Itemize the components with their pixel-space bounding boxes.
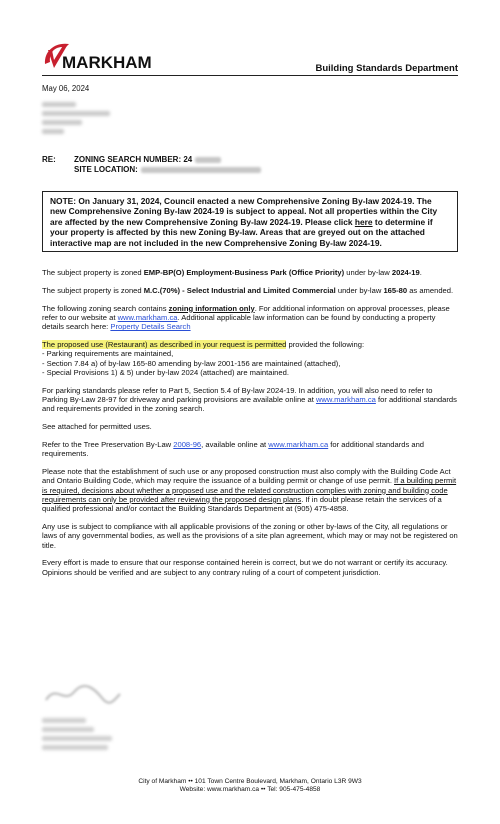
building-code-paragraph: Please note that the establishment of such use or any proposed construction must also comply with the Building Code Act and Ontario Building Code, which may require the issuance of a building permit or change of use permit. If a building permit is required, decisions about whether a proposed use and the related construction complies with zoning and building code requirements can only be provided after reviewing the proposed design plans. If in doubt please retain the services of a qualified professional and/or contact the Building Standards Department at (905) 475-4858. <box>42 466 457 514</box>
department-title: Building Standards Department <box>315 63 458 74</box>
markham-website-link[interactable]: www.markham.ca <box>315 394 376 404</box>
permitted-use-paragraph: The proposed use (Restaurant) as described in your request is permitted provided the following: - Parking requirements are maintained, - Section 7.84 a) of by-law 165-80 amending by-law 2001-156 are maintained (attached), - Special Provisions 1) & 5) under by-law 2024 (attached) are maintained. <box>42 339 365 377</box>
letter-footer <box>0 778 500 794</box>
zoning-paragraph-1: The subject property is zoned EMP-BP(O) Employment-Business Park (Office Priority) under by-law 2024-19. <box>42 268 422 277</box>
parking-paragraph: For parking standards please refer to Part 5, Section 5.4 of By-law 2024-19. In addition, you will also need to refer to Parking By-Law 28-97 for driveway and parking provisions are available online at www.markham.ca for additional standards and requirements provided in the zoning search. <box>42 385 457 414</box>
compliance-paragraph: Any use is subject to compliance with all applicable provisions of the zoning or other by-laws of the City, all regulations or laws of any governmental bodies, as well as the provisions of a site plan agreement, which may or may not be registered on title. <box>42 521 458 550</box>
redacted-site-location <box>141 167 261 173</box>
re-label: RE: <box>42 155 56 164</box>
markham-logo <box>42 38 152 72</box>
note-text-cont: to determine if your property is affected by this new Zoning By-law. Areas that are greyed out on the attached interactive map are not included in the new Comprehensive Zoning By-law 2024-19. <box>50 216 433 248</box>
bylaw-note-box <box>42 191 458 252</box>
tree-preservation-paragraph: Refer to the Tree Preservation By-Law 2008-96, available online at www.markham.ca for additional standards and requirements. <box>42 439 425 459</box>
note-text: NOTE: On January 31, 2024, Council enacted a new Comprehensive Zoning By-law 2024-19. The new Comprehensive Zoning By-law 2024-19 is subject to appeal. Not all properties within the City are affected by the new Comprehensive Zoning By-law 2024-19. Please click <box>50 196 438 227</box>
tree-bylaw-link[interactable]: 2008-96 <box>173 439 202 449</box>
zoning-paragraph-2: The subject property is zoned M.C.(70%) - Select Industrial and Limited Commercial under by-law 165-80 as amended. <box>42 285 454 295</box>
letter-body <box>42 268 458 585</box>
letter-date: May 06, 2024 <box>42 84 90 93</box>
note-here-link[interactable]: here <box>354 216 373 227</box>
permitted-use-highlight: The proposed use (Restaurant) as described in your request is permitted <box>42 339 287 349</box>
condition-item: - Special Provisions 1) & 5) under by-law 2024 (attached) are maintained. <box>42 367 289 377</box>
condition-item: - Section 7.84 a) of by-law 165-80 amending by-law 2001-156 are maintained (attached), <box>42 358 341 368</box>
zoning-search-label: ZONING SEARCH NUMBER: 24 <box>74 155 193 164</box>
site-location-label: SITE LOCATION: <box>74 165 138 174</box>
logo-text: MARKHAM <box>62 53 152 72</box>
footer-address: City of Markham •• 101 Town Centre Boulevard, Markham, Ontario L3R 9W3 <box>138 778 362 785</box>
signature-mark <box>42 680 122 708</box>
markham-website-link[interactable]: www.markham.ca <box>268 439 329 449</box>
condition-item: - Parking requirements are maintained, <box>42 349 174 359</box>
re-block <box>42 155 261 175</box>
recipient-address-redacted <box>42 102 110 138</box>
footer-contact: Website: www.markham.ca •• Tel: 905-475-4858 <box>179 786 321 794</box>
markham-logo-mark <box>42 38 152 72</box>
header-divider <box>42 75 458 76</box>
markham-website-link[interactable]: www.markham.ca <box>117 312 178 322</box>
zoning-info-paragraph: The following zoning search contains zoning information only. For additional information on approval processes, please refer to our website at www.markham.ca. Additional applicable law information can be found by conducting a property details search here: Property Details Search <box>42 303 450 332</box>
property-details-search-link[interactable]: Property Details Search <box>110 322 191 332</box>
redacted-search-number <box>195 157 221 163</box>
signature-block-redacted <box>42 680 162 790</box>
permitted-uses-paragraph: See attached for permitted uses. <box>42 422 152 432</box>
disclaimer-paragraph: Every effort is made to ensure that our response contained herein is correct, but we do not warrant or certify its accuracy. Opinions should be verified and are subject to any contrary ruling of a court of competent jurisdiction. <box>42 558 448 577</box>
